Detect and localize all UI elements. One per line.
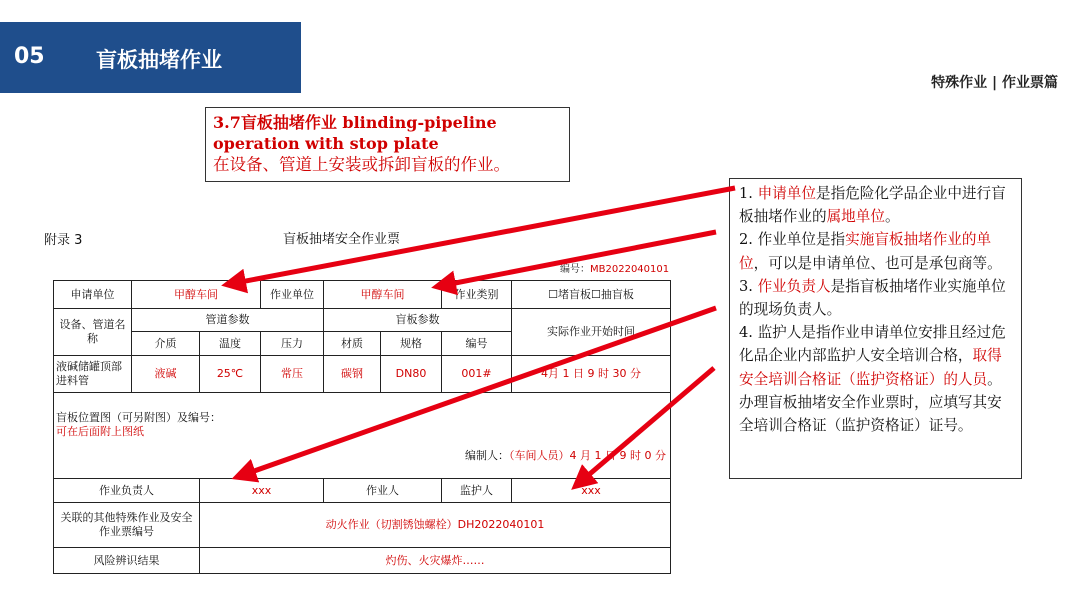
definition-title-line2: operation with stop plate	[213, 134, 439, 153]
work-unit-label: 作业单位	[261, 281, 324, 309]
col-temp: 温度	[200, 332, 261, 356]
annotation-1-end: 。	[884, 208, 900, 226]
diagram-label: 盲板位置图（可另附图）及编号：	[56, 411, 221, 424]
col-material: 材质	[324, 332, 381, 356]
related-label: 关联的其他特殊作业及安全作业票编号	[54, 503, 200, 548]
work-unit-value: 甲醇车间	[324, 281, 442, 309]
applicant-value: 甲醇车间	[132, 281, 261, 309]
definition-title-line1: 3.7盲板抽堵作业 blinding-pipeline	[213, 113, 497, 132]
col-number: 编号	[442, 332, 512, 356]
work-type-value: ☐堵盲板☐抽盲板	[512, 281, 671, 309]
annotation-1-prefix: 1.	[739, 185, 758, 202]
annotation-1-text: 是指危险化学品企业中进行盲板抽堵作业的	[739, 185, 1006, 226]
start-time-value: 4月 1 日 9 时 30 分	[512, 356, 671, 393]
annotation-4-highlight: 取得安全培训合格证（监护资格证）的人员	[739, 347, 1002, 388]
guardian-value: xxx	[512, 479, 671, 503]
definition-description: 在设备、管道上安装或拆卸盲板的作业。	[213, 155, 510, 174]
annotation-1-highlight: 属地单位	[826, 208, 885, 226]
prepared-value: （车间人员）4 月 1 日 9 时 0 分	[509, 449, 666, 462]
temp-value: 25℃	[200, 356, 261, 393]
risk-value: 灼伤、火灾爆炸……	[200, 548, 671, 574]
diagram-value: 可在后面附上图纸	[56, 425, 144, 438]
material-value: 碳钢	[324, 356, 381, 393]
section-title: 盲板抽堵作业	[96, 48, 222, 72]
related-value: 动火作业（切割锈蚀螺栓）DH2022040101	[200, 503, 671, 548]
work-type-label: 作业类别	[442, 281, 512, 309]
pressure-value: 常压	[261, 356, 324, 393]
annotation-2-prefix: 2. 作业单位是指	[739, 231, 846, 249]
spec-value: DN80	[381, 356, 442, 393]
category-label: 特殊作业 | 作业票篇	[931, 75, 1058, 91]
risk-label: 风险辨识结果	[54, 548, 200, 574]
annotation-3-term: 作业负责人	[757, 277, 831, 295]
leader-value: xxx	[200, 479, 324, 503]
worker-label: 作业人	[324, 479, 442, 503]
pipe-params-label: 管道参数	[132, 309, 324, 332]
col-medium: 介质	[132, 332, 200, 356]
equipment-label: 设备、管道名称	[54, 309, 132, 356]
arrow-work-unit	[440, 232, 716, 286]
annotation-2-end: ，可以是申请单位、也可是承包商等。	[753, 254, 1002, 272]
prepared-label: 编制人：	[465, 449, 510, 462]
arrow-leader	[240, 308, 716, 476]
appendix-label: 附录 3	[44, 233, 83, 248]
annotation-3-prefix: 3.	[739, 277, 758, 295]
col-pressure: 压力	[261, 332, 324, 356]
annotation-1-term: 申请单位	[757, 185, 816, 202]
arrow-guardian	[578, 368, 714, 484]
equipment-value: 液碱储罐顶部进料管	[54, 356, 132, 393]
applicant-label: 申请单位	[54, 281, 132, 309]
arrow-applicant	[230, 188, 735, 284]
annotation-3-end: 是指盲板抽堵作业实施单位的现场负责人。	[739, 277, 1006, 319]
serial-label: 编号：	[560, 264, 590, 275]
annotation-2-highlight: 实施盲板抽堵作业的单位	[739, 231, 992, 272]
start-time-label: 实际作业开始时间	[512, 309, 671, 356]
leader-label: 作业负责人	[54, 479, 200, 503]
number-value: 001#	[442, 356, 512, 393]
section-number: 05	[14, 44, 45, 69]
form-title: 盲板抽堵安全作业票	[283, 232, 401, 247]
annotation-4-prefix: 4. 监护人是指作业申请单位安排且经过危化品企业内部监护人安全培训合格，	[739, 324, 1006, 365]
medium-value: 液碱	[132, 356, 200, 393]
col-spec: 规格	[381, 332, 442, 356]
blind-params-label: 盲板参数	[324, 309, 512, 332]
annotation-4-end: 。办理盲板抽堵安全作业票时，应填写其安全培训合格证（监护资格证）证号。	[739, 370, 1002, 435]
serial-value: MB2022040101	[590, 264, 670, 275]
guardian-label: 监护人	[442, 479, 512, 503]
